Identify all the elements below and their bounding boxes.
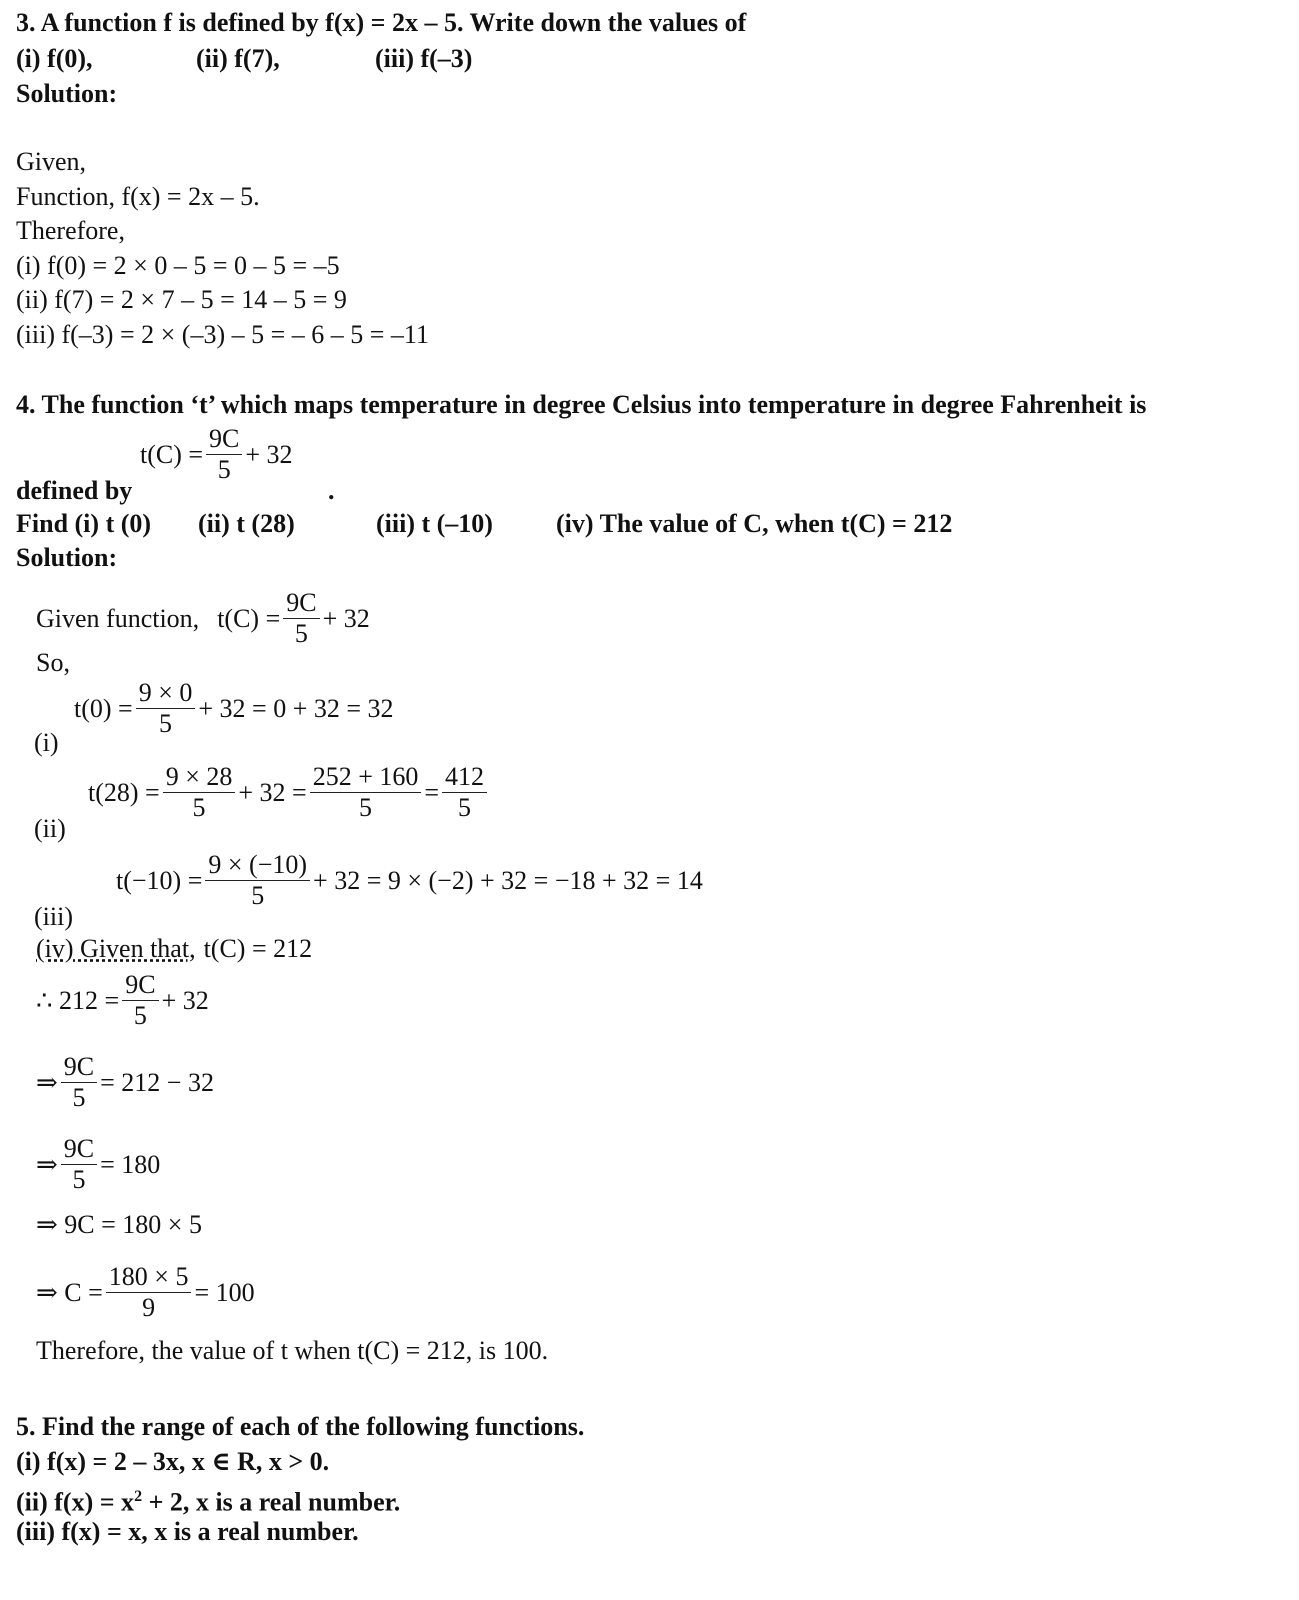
denominator: 5	[192, 793, 206, 822]
fraction	[442, 762, 487, 823]
fraction	[61, 1134, 97, 1195]
q5-part-i: (i) f(x) = 2 – 3x, x ∈ R, x > 0.	[16, 1447, 330, 1476]
formula-rhs: + 32	[161, 985, 209, 1015]
numerator: 9 × (−10)	[205, 850, 310, 881]
formula-lhs: t(28) =	[88, 777, 160, 807]
q4-solution-heading: Solution:	[16, 543, 118, 572]
denominator: 5	[359, 793, 373, 822]
q5-part-ii-text: (ii) f(x) = x	[16, 1487, 135, 1517]
q5-part-iii: (iii) f(x) = x, x is a real number.	[16, 1517, 359, 1546]
formula-rhs: + 32	[322, 603, 370, 633]
denominator: 5	[217, 455, 231, 484]
q3-answer-ii: (ii) f(7) = 2 × 7 – 5 = 14 – 5 = 9	[16, 285, 347, 314]
q4-find-iv: (iv) The value of C, when t(C) = 212	[556, 509, 953, 538]
exponent: 2	[134, 1488, 143, 1505]
q4-period: .	[328, 476, 335, 505]
denominator: 5	[159, 709, 173, 738]
q4-tag-iii: (iii)	[34, 902, 73, 931]
q3-answer-iii: (iii) f(–3) = 2 × (–3) – 5 = – 6 – 5 = –11	[16, 320, 429, 349]
q4-step-i	[74, 678, 394, 739]
q4-step-iii	[116, 850, 703, 911]
q3-part-i: (i) f(0),	[16, 44, 93, 73]
numerator: 9 × 28	[163, 762, 236, 793]
denominator: 9	[142, 1293, 156, 1322]
denominator: 5	[133, 1001, 147, 1030]
numerator: 252 + 160	[310, 762, 422, 793]
formula-lhs: t(0) =	[74, 693, 133, 723]
numerator: 9 × 0	[136, 678, 196, 709]
formula-rhs: + 32	[245, 439, 293, 469]
numerator: 9C	[61, 1052, 97, 1083]
q5-statement: 5. Find the range of each of the following functions.	[16, 1412, 585, 1441]
q3-part-iii: (iii) f(–3)	[375, 44, 473, 73]
given-that-value: t(C) = 212	[203, 934, 313, 963]
q3-therefore: Therefore,	[16, 216, 125, 245]
numerator: 180 × 5	[106, 1262, 192, 1293]
numerator: 412	[442, 762, 487, 793]
denominator: 5	[72, 1083, 86, 1112]
q4-so: So,	[36, 648, 70, 677]
q4-iv-step-1	[36, 970, 209, 1031]
q5-part-ii	[16, 1480, 400, 1520]
q4-definition-formula	[140, 424, 293, 485]
formula-rhs: + 32 = 0 + 32 = 32	[198, 693, 394, 723]
q4-find-i: Find (i) t (0)	[16, 509, 152, 538]
fraction	[205, 850, 310, 911]
denominator: 5	[458, 793, 472, 822]
formula-lhs: t(−10) =	[116, 865, 203, 895]
q3-given: Given,	[16, 147, 87, 176]
denominator: 5	[294, 619, 308, 648]
given-label: Given function,	[36, 603, 200, 633]
formula-rhs: = 100	[194, 1277, 255, 1307]
fraction	[106, 1262, 192, 1323]
q3-function: Function, f(x) = 2x – 5.	[16, 182, 260, 211]
implies-arrow: ⇒	[36, 1067, 58, 1097]
fraction	[163, 762, 236, 823]
formula-lhs: ⇒ C =	[36, 1277, 103, 1307]
formula-lhs: t(C) =	[140, 439, 204, 469]
q4-given-function	[36, 588, 370, 649]
numerator: 9C	[283, 588, 319, 619]
q3-answer-i: (i) f(0) = 2 × 0 – 5 = 0 – 5 = –5	[16, 251, 340, 280]
numerator: 9C	[61, 1134, 97, 1165]
formula-lhs: t(C) =	[217, 603, 281, 633]
q4-iv-step-5	[36, 1262, 255, 1323]
fraction	[61, 1052, 97, 1113]
implies-arrow: ⇒	[36, 1149, 58, 1179]
q4-find-iii: (iii) t (–10)	[376, 509, 493, 538]
q4-iv-step-2	[36, 1052, 214, 1113]
numerator: 9C	[206, 424, 242, 455]
numerator: 9C	[122, 970, 158, 1001]
q3-part-ii: (ii) f(7),	[196, 44, 280, 73]
denominator: 5	[72, 1165, 86, 1194]
equals-sign: =	[424, 777, 440, 807]
q4-iv-step-3	[36, 1134, 160, 1195]
q5-part-ii-rest: + 2, x is a real number.	[142, 1487, 401, 1517]
q4-statement: 4. The function ‘t’ which maps temperature in degree Celsius into temperature in degree Fahrenheit is	[16, 390, 1147, 419]
fraction	[122, 970, 158, 1031]
fraction	[310, 762, 422, 823]
given-that-label: (iv) Given that,	[36, 934, 196, 963]
q3-solution-heading: Solution:	[16, 79, 118, 108]
q4-tag-ii: (ii)	[34, 814, 66, 843]
denominator: 5	[251, 881, 265, 910]
fraction	[136, 678, 196, 739]
q4-step-iv	[36, 934, 312, 964]
q4-step-ii	[88, 762, 490, 823]
q4-tag-i: (i)	[34, 728, 59, 757]
fraction	[206, 424, 242, 485]
formula-lhs: ∴ 212 =	[36, 985, 120, 1015]
formula-rhs: = 212 − 32	[100, 1067, 214, 1097]
q4-find-ii: (ii) t (28)	[198, 509, 295, 538]
fraction	[283, 588, 319, 649]
formula-mid: + 32 =	[238, 777, 307, 807]
q4-conclusion: Therefore, the value of t when t(C) = 212, is 100.	[36, 1336, 549, 1365]
q3-statement: 3. A function f is defined by f(x) = 2x – 5. Write down the values of	[16, 8, 747, 37]
formula-rhs: + 32 = 9 × (−2) + 32 = −18 + 32 = 14	[313, 865, 703, 895]
formula-rhs: = 180	[100, 1149, 161, 1179]
q4-defined-by: defined by	[16, 476, 133, 505]
q4-iv-step-4: ⇒ 9C = 180 × 5	[36, 1210, 202, 1239]
